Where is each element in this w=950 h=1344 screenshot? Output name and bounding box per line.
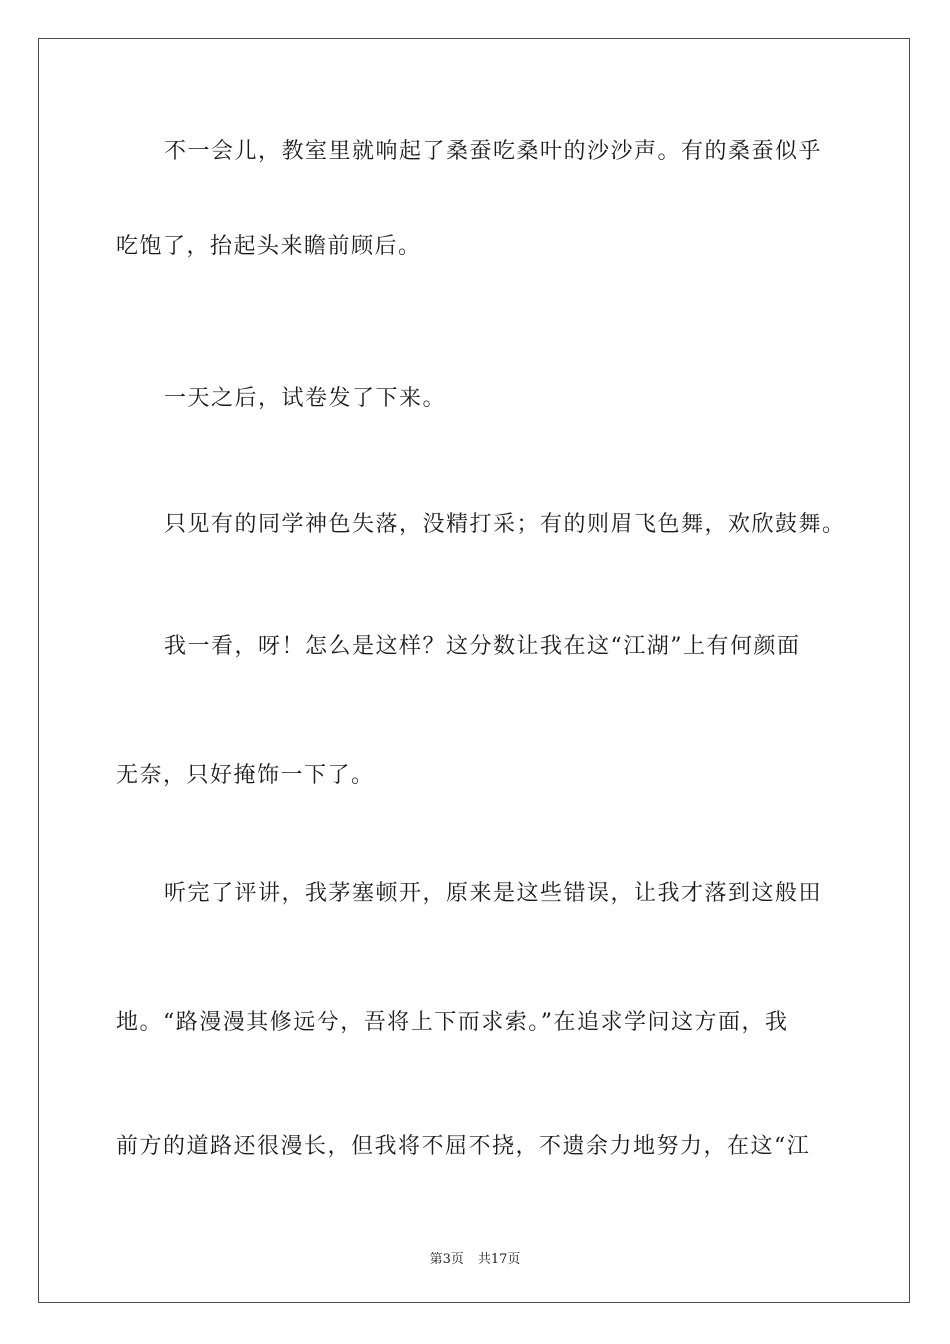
page-footer <box>0 1248 950 1267</box>
paragraph-line: 只见有的同学神色失落，没精打采；有的则眉飞色舞，欢欣鼓舞。 <box>164 512 846 537</box>
paragraph-line: 前方的道路还很漫长，但我将不屈不挠，不遗余力地努力，在这“江 <box>116 1134 811 1159</box>
page-total: 共17页 <box>477 1252 521 1267</box>
paragraph-line: 不一会儿，教室里就响起了桑蚕吃桑叶的沙沙声。有的桑蚕似乎 <box>164 139 823 164</box>
paragraph-line: 一天之后，试卷发了下来。 <box>164 386 447 411</box>
paragraph-line: 吃饱了，抬起头来瞻前顾后。 <box>116 234 422 259</box>
paragraph-line: 听完了评讲，我茅塞顿开，原来是这些错误，让我才落到这般田 <box>164 881 823 906</box>
page-number: 第3页 <box>429 1252 464 1267</box>
page-frame <box>38 38 910 1303</box>
paragraph-line: 无奈，只好掩饰一下了。 <box>116 763 375 788</box>
paragraph-line: 地。“路漫漫其修远兮，吾将上下而求索。”在追求学问这方面，我 <box>116 1010 789 1035</box>
paragraph-line: 我一看，呀！怎么是这样？这分数让我在这“江湖”上有何颜面 <box>164 634 801 659</box>
